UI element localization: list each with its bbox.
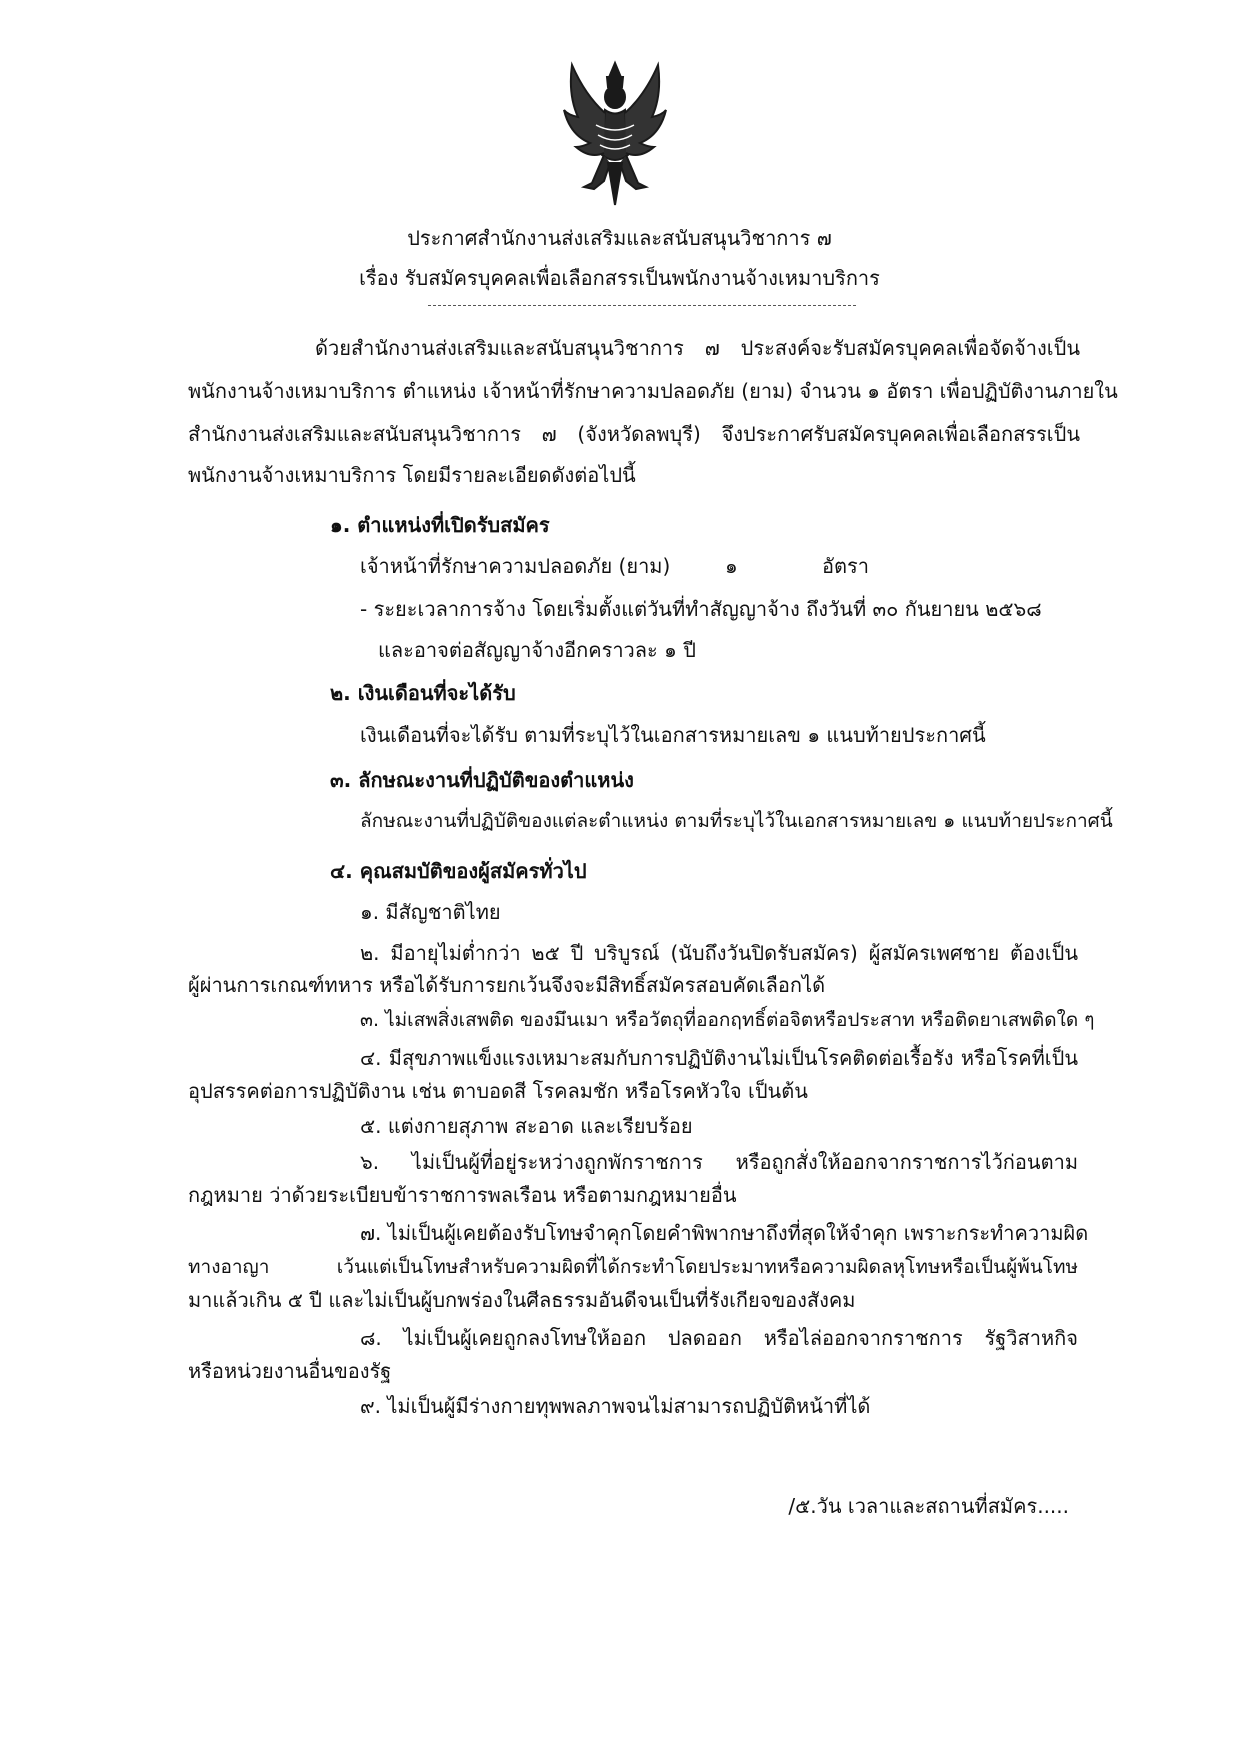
qualification-4-line-2: อุปสรรคต่อการปฏิบัติงาน เช่น ตาบอดสี โรคลมชัก หรือโรคหัวใจ เป็นต้น bbox=[188, 1079, 808, 1103]
announcement-title: ประกาศสำนักงานส่งเสริมและสนับสนุนวิชาการ ๗ bbox=[407, 226, 832, 250]
duties-text: ลักษณะงานที่ปฏิบัติของแต่ละตำแหน่ง ตามที่ระบุไว้ในเอกสารหมายเลข ๑ แนบท้ายประกาศนี้ bbox=[360, 810, 1113, 832]
qualification-7-line-1: ๗. ไม่เป็นผู้เคยต้องรับโทษจำคุกโดยคำพิพากษาถึงที่สุดให้จำคุก เพราะกระทำความผิด bbox=[360, 1221, 1089, 1245]
garuda-emblem-icon bbox=[560, 55, 670, 210]
qualification-7-line-3: มาแล้วเกิน ๕ ปี และไม่เป็นผู้บกพร่องในศีลธรรมอันดีจนเป็นที่รังเกียจของสังคม bbox=[188, 1288, 856, 1312]
section-4-heading: ๔. คุณสมบัติของผู้สมัครทั่วไป bbox=[330, 859, 587, 883]
qualification-8-line-2: หรือหน่วยงานอื่นของรัฐ bbox=[188, 1359, 392, 1383]
section-3-heading: ๓. ลักษณะงานที่ปฏิบัติของตำแหน่ง bbox=[330, 768, 634, 792]
title-divider bbox=[428, 305, 856, 306]
section-1-heading: ๑. ตำแหน่งที่เปิดรับสมัคร bbox=[330, 513, 550, 537]
intro-line-1: ด้วยสำนักงานส่งเสริมและสนับสนุนวิชาการ ๗ ประสงค์จะรับสมัครบุคคลเพื่อจัดจ้างเป็น bbox=[315, 336, 1080, 360]
qualification-3: ๓. ไม่เสพสิ่งเสพติด ของมึนเมา หรือวัตถุที่ออกฤทธิ์ต่อจิตหรือประสาท หรือติดยาเสพติดใด ๆ bbox=[360, 1009, 1095, 1031]
qualification-6-line-1: ๖. ไม่เป็นผู้ที่อยู่ระหว่างถูกพักราชการ หรือถูกสั่งให้ออกจากราชการไว้ก่อนตาม bbox=[360, 1150, 1078, 1174]
position-count: ๑ bbox=[725, 554, 738, 578]
position-unit: อัตรา bbox=[822, 554, 869, 578]
qualification-2-line-1: ๒. มีอายุไม่ต่ำกว่า ๒๕ ปี บริบูรณ์ (นับถึงวันปิดรับสมัคร) ผู้สมัครเพศชาย ต้องเป็น bbox=[360, 941, 1078, 965]
salary-text: เงินเดือนที่จะได้รับ ตามที่ระบุไว้ในเอกสารหมายเลข ๑ แนบท้ายประกาศนี้ bbox=[360, 723, 986, 747]
announcement-subject: เรื่อง รับสมัครบุคคลเพื่อเลือกสรรเป็นพนักงานจ้างเหมาบริการ bbox=[359, 266, 880, 290]
intro-line-4: พนักงานจ้างเหมาบริการ โดยมีรายละเอียดดังต่อไปนี้ bbox=[188, 463, 636, 487]
section-2-heading: ๒. เงินเดือนที่จะได้รับ bbox=[330, 681, 516, 705]
qualification-7-line-2: ทางอาญา เว้นแต่เป็นโทษสำหรับความผิดที่ได้กระทำโดยประมาทหรือความผิดลหุโทษหรือเป็นผู้พ้นโทษ bbox=[188, 1256, 1078, 1278]
position-name: เจ้าหน้าที่รักษาความปลอดภัย (ยาม) bbox=[360, 554, 671, 578]
qualification-5: ๕. แต่งกายสุภาพ สะอาด และเรียบร้อย bbox=[360, 1114, 693, 1138]
qualification-6-line-2: กฎหมาย ว่าด้วยระเบียบข้าราชการพลเรือน หรือตามกฎหมายอื่น bbox=[188, 1183, 737, 1207]
qualification-9: ๙. ไม่เป็นผู้มีร่างกายทุพพลภาพจนไม่สามารถปฏิบัติหน้าที่ได้ bbox=[360, 1394, 871, 1418]
qualification-4-line-1: ๔. มีสุขภาพแข็งแรงเหมาะสมกับการปฏิบัติงานไม่เป็นโรคติดต่อเรื้อรัง หรือโรคที่เป็น bbox=[360, 1046, 1078, 1070]
intro-line-2: พนักงานจ้างเหมาบริการ ตำแหน่ง เจ้าหน้าที่รักษาความปลอดภัย (ยาม) จำนวน ๑ อัตรา เพื่อปฏิบัติงานภายใน bbox=[188, 379, 1118, 403]
qualification-2-line-2: ผู้ผ่านการเกณฑ์ทหาร หรือได้รับการยกเว้นจึงจะมีสิทธิ์สมัครสอบคัดเลือกได้ bbox=[188, 973, 826, 997]
continuation-note: /๕.วัน เวลาและสถานที่สมัคร..... bbox=[788, 1494, 1069, 1518]
intro-line-3: สำนักงานส่งเสริมและสนับสนุนวิชาการ ๗ (จังหวัดลพบุรี) จึงประกาศรับสมัครบุคคลเพื่อเลือกสรรเป็น bbox=[188, 422, 1080, 446]
qualification-1: ๑. มีสัญชาติไทย bbox=[360, 900, 501, 924]
employment-period: - ระยะเวลาการจ้าง โดยเริ่มตั้งแต่วันที่ทำสัญญาจ้าง ถึงวันที่ ๓๐ กันยายน ๒๕๖๘ bbox=[360, 597, 1042, 621]
contract-renewal: และอาจต่อสัญญาจ้างอีกคราวละ ๑ ปี bbox=[378, 638, 696, 662]
qualification-8-line-1: ๘. ไม่เป็นผู้เคยถูกลงโทษให้ออก ปลดออก หรือไล่ออกจากราชการ รัฐวิสาหกิจ bbox=[360, 1326, 1078, 1350]
